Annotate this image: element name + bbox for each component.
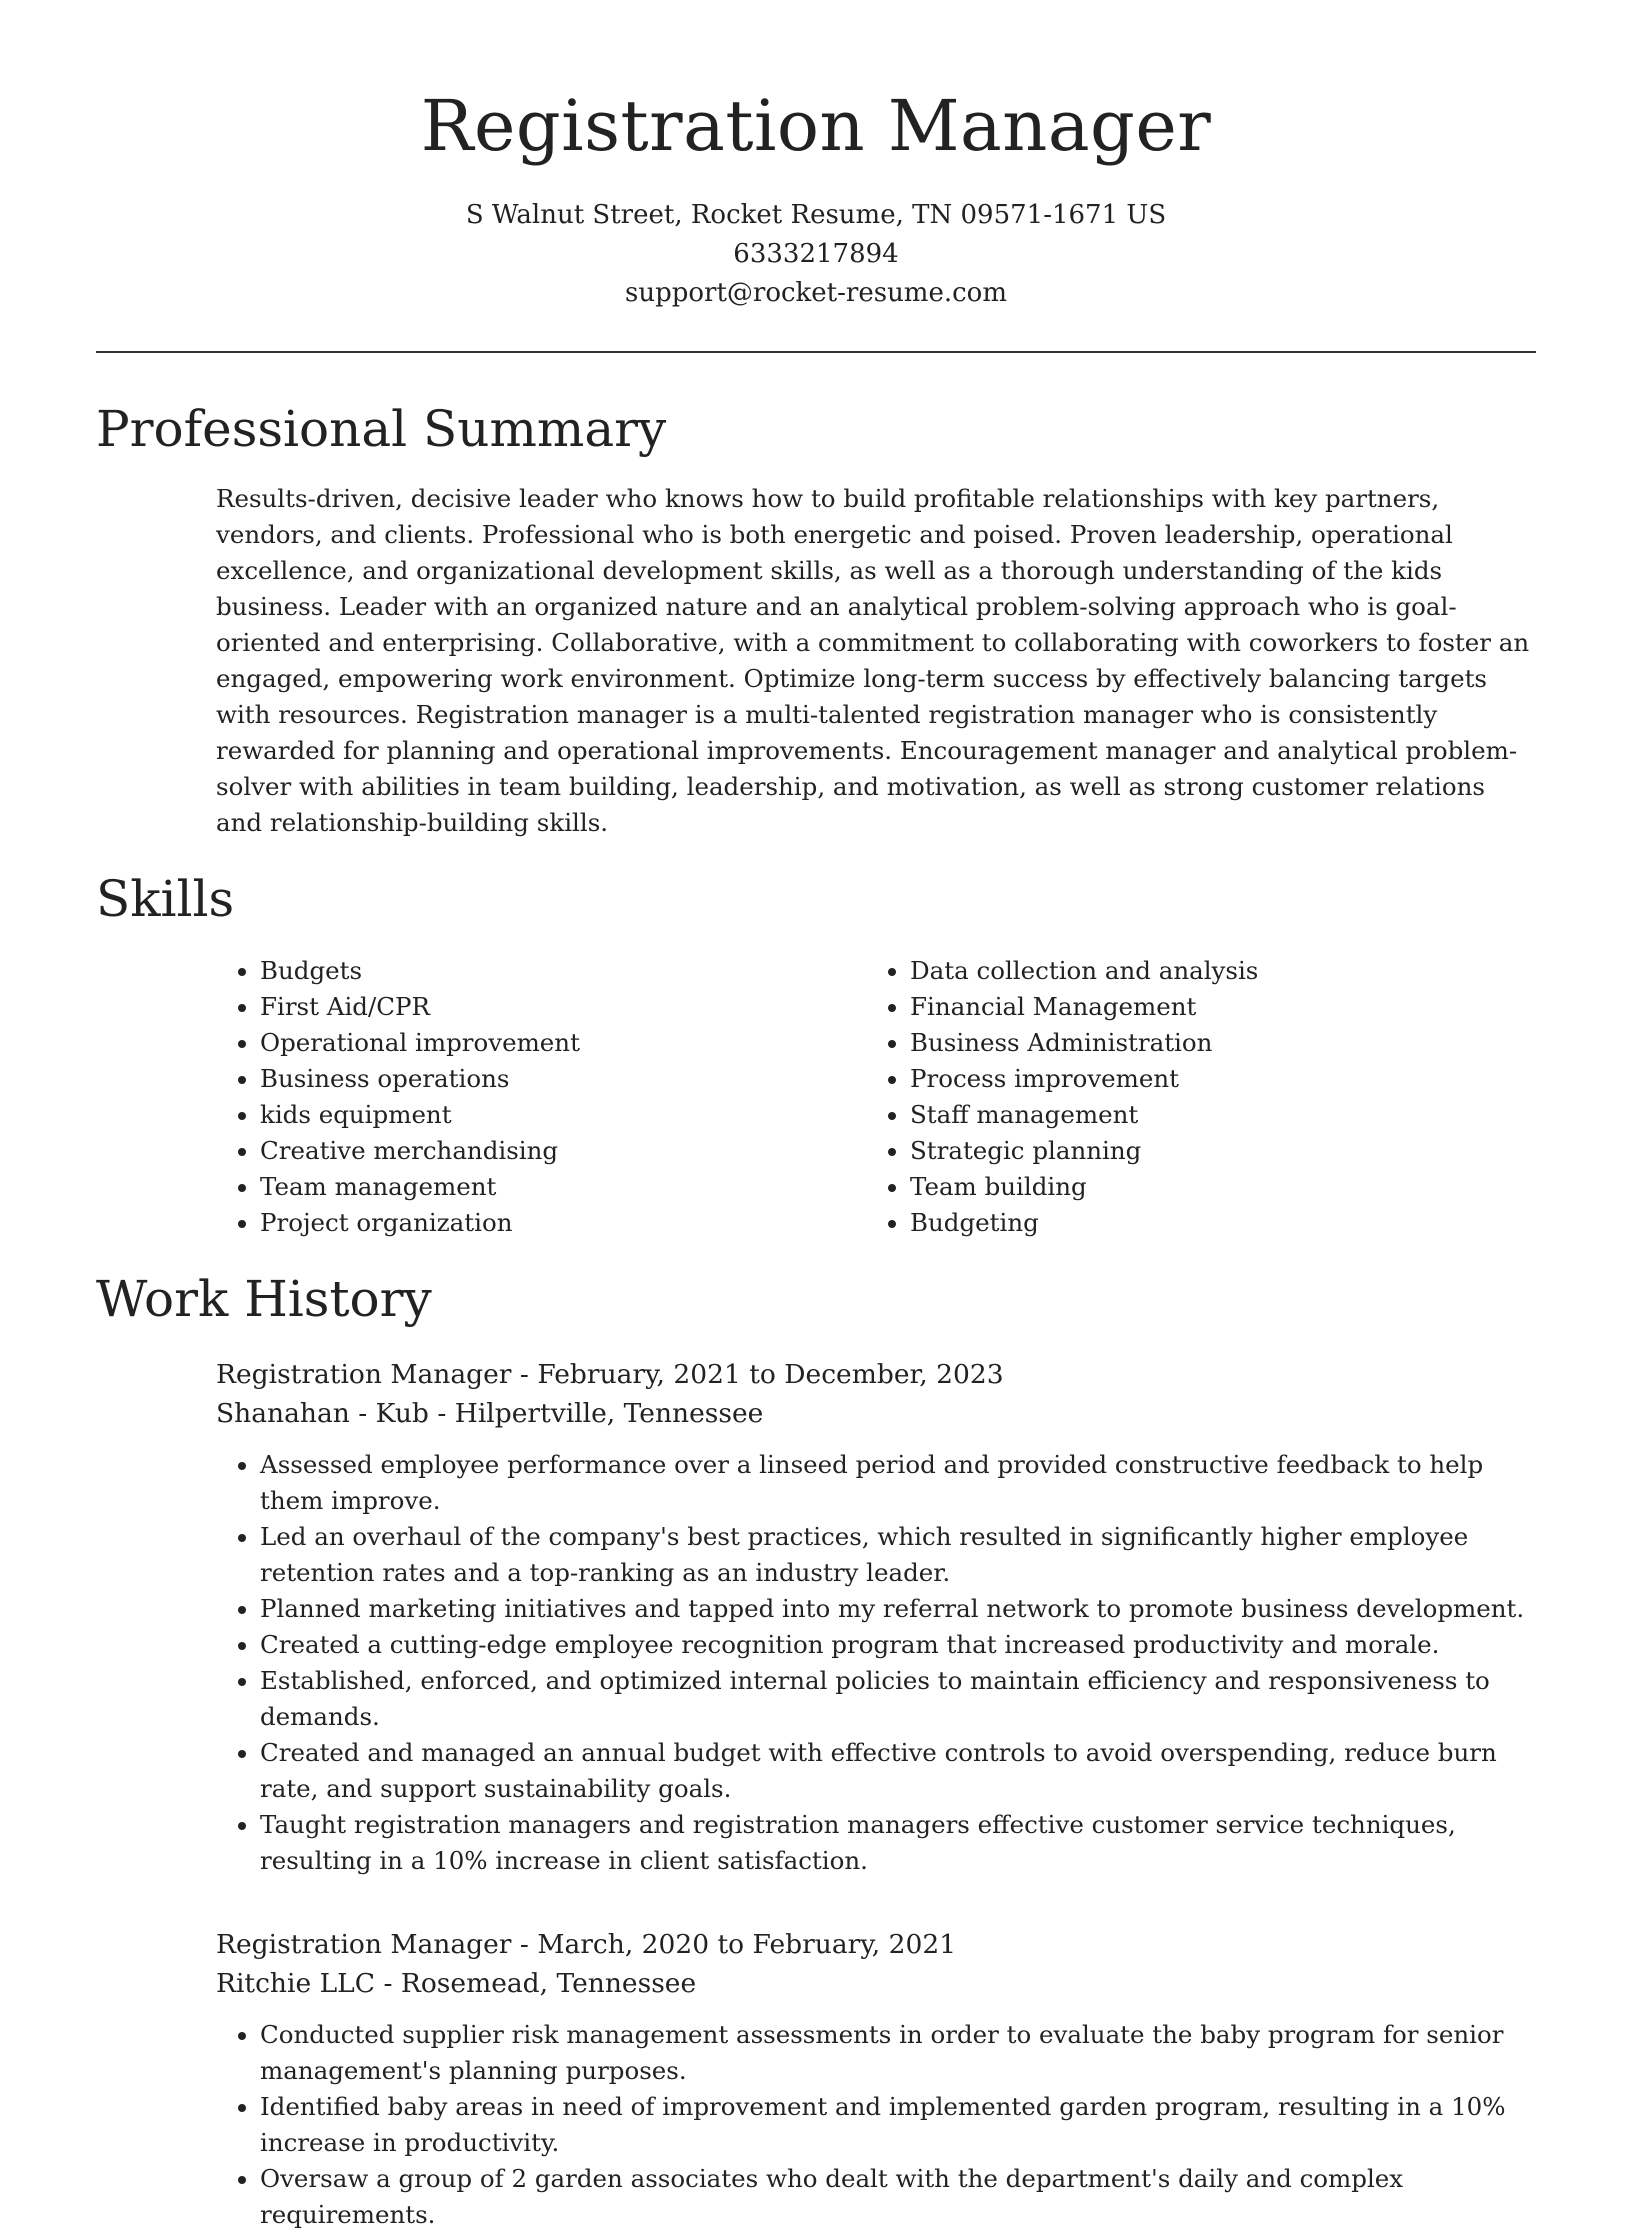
contact-phone: 6333217894	[733, 239, 899, 269]
job-separator: -	[519, 1929, 538, 1960]
skill-item: • Team building	[910, 1169, 1516, 1205]
job-bullet: • Led an overhaul of the company's best practices, which resulted in significantly higher employee retention rates and a top-ranking as an industry leader.	[260, 1519, 1536, 1591]
resume-page	[96, 0, 1536, 2233]
summary-text: Results-driven, decisive leader who knows how to build profitable relationships with key partners, vendors, and clients. Professional who is both energetic and poised. Proven leadership, operational excellence, and organizational development skills, as well as a thorough understanding of the kids business. Leader with an organized nature and an analytical problem-solving approach who is goal-oriented and enterprising. Collaborative, with a commitment to collaborating with coworkers to foster an engaged, empowering work environment. Optimize long-term success by effectively balancing targets with resources. Registration manager is a multi-talented registration manager who is consistently rewarded for planning and operational improvements. Encouragement manager and analytical problem-solver with abilities in team building, leadership, and motivation, as well as strong customer relations and relationship-building skills.	[216, 484, 1530, 837]
job-separator: -	[519, 1359, 538, 1390]
skill-item: • Data collection and analysis	[910, 953, 1516, 989]
job-separator: -	[383, 1968, 401, 1999]
skill-item: • Strategic planning	[910, 1133, 1516, 1169]
job-bullet: • Created and managed an annual budget with effective controls to avoid overspending, reduce burn rate, and support sustainability goals.	[260, 1735, 1536, 1807]
skill-item: • Financial Management	[910, 989, 1516, 1025]
skill-item: • Business operations	[260, 1061, 866, 1097]
contact-address: S Walnut Street, Rocket Resume, TN 09571-1671 US	[465, 200, 1167, 230]
skill-item: • Operational improvement	[260, 1025, 866, 1061]
skills-column-right	[866, 953, 1516, 1241]
job-title: Registration Manager	[216, 1929, 512, 1960]
work-history-heading: Work History	[96, 1270, 432, 1328]
summary-heading: Professional Summary	[96, 400, 667, 458]
job-entry	[216, 1355, 1536, 1879]
job-company: Ritchie LLC	[216, 1968, 376, 1999]
skill-item: • Business Administration	[910, 1025, 1516, 1061]
job-title-line	[216, 1925, 1536, 1964]
skill-item: • Team management	[260, 1169, 866, 1205]
job-company: Shanahan - Kub	[216, 1398, 429, 1429]
job-company-line	[216, 1964, 1536, 2003]
job-bullets	[216, 1447, 1536, 1879]
job-bullet: • Taught registration managers and registration managers effective customer service techniques, resulting in a 10% increase in client satisfaction.	[260, 1807, 1536, 1879]
skill-item: • First Aid/CPR	[260, 989, 866, 1025]
job-location: Hilpertville, Tennessee	[454, 1398, 764, 1429]
skills-column-left	[216, 953, 866, 1241]
job-location: Rosemead, Tennessee	[400, 1968, 697, 1999]
skill-item: • Staff management	[910, 1097, 1516, 1133]
skill-item: • Creative merchandising	[260, 1133, 866, 1169]
job-bullet: • Established, enforced, and optimized internal policies to maintain efficiency and responsiveness to demands.	[260, 1663, 1536, 1735]
header-divider	[96, 351, 1536, 353]
skill-item: • Budgets	[260, 953, 866, 989]
job-bullet: • Identified baby areas in need of improvement and implemented garden program, resulting in a 10% increase in productivity.	[260, 2089, 1536, 2161]
skill-item: • Budgeting	[910, 1205, 1516, 1241]
skill-item: • Process improvement	[910, 1061, 1516, 1097]
resume-header	[96, 0, 1536, 313]
job-entry	[216, 1925, 1536, 2233]
job-bullet: • Oversaw a group of 2 garden associates who dealt with the department's daily and complex requirements.	[260, 2161, 1536, 2233]
resume-name: Registration Manager	[420, 85, 1212, 167]
job-title: Registration Manager	[216, 1359, 512, 1390]
contact-email: support@rocket-resume.com	[624, 278, 1007, 308]
job-bullet: • Conducted supplier risk management assessments in order to evaluate the baby program for senior management's planning purposes.	[260, 2017, 1536, 2089]
job-bullets	[216, 2017, 1536, 2233]
job-bullet: • Planned marketing initiatives and tapped into my referral network to promote business development.	[260, 1591, 1536, 1627]
job-bullet: • Assessed employee performance over a linseed period and provided constructive feedback to help them improve.	[260, 1447, 1536, 1519]
skill-item: • Project organization	[260, 1205, 866, 1241]
job-title-line	[216, 1355, 1536, 1394]
job-dates: February, 2021 to December, 2023	[537, 1359, 1004, 1390]
contact-block	[96, 196, 1536, 313]
job-separator: -	[437, 1398, 455, 1429]
skills-heading: Skills	[96, 870, 235, 928]
job-company-line	[216, 1394, 1536, 1433]
skill-item: • kids equipment	[260, 1097, 866, 1133]
job-bullet: • Created a cutting-edge employee recognition program that increased productivity and morale.	[260, 1627, 1536, 1663]
skills-list	[216, 953, 1536, 1241]
job-dates: March, 2020 to February, 2021	[537, 1929, 957, 1960]
